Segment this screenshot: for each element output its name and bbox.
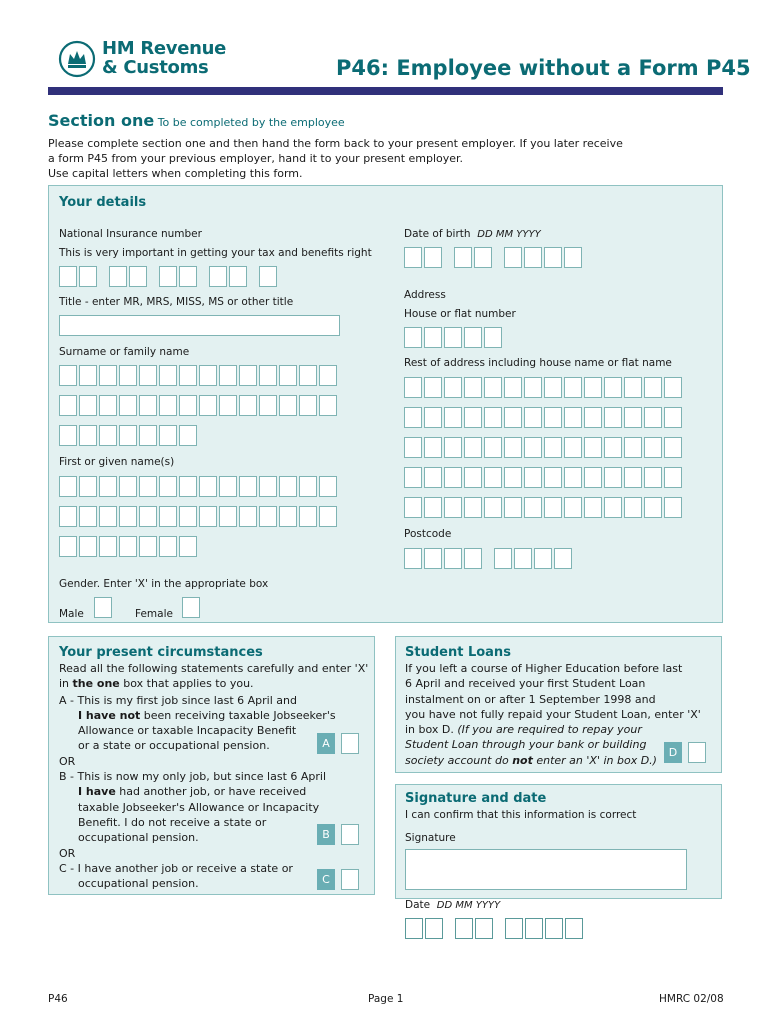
ni-char-box[interactable] [59,266,77,287]
surname-char-box[interactable] [59,365,77,386]
surname-char-box[interactable] [159,365,177,386]
signature-label: Signature [405,832,456,844]
male-label: Male [59,608,84,620]
address-char-box[interactable] [584,467,602,488]
student-loans-line: you have not fully repaid your Student Loan, enter 'X' [405,707,701,721]
address-char-box[interactable] [664,497,682,518]
first-name-char-box[interactable] [299,506,317,527]
address-char-box[interactable] [484,497,502,518]
title-input[interactable] [59,315,340,336]
ni-char-box[interactable] [79,266,97,287]
surname-char-box[interactable] [59,425,77,446]
address-char-box[interactable] [664,467,682,488]
student-loans-line: instalment on or after 1 September 1998 and [405,692,656,706]
address-char-box[interactable] [644,467,662,488]
first-name-char-box[interactable] [139,506,157,527]
first-name-char-box[interactable] [219,476,237,497]
address-char-box[interactable] [484,467,502,488]
first-name-char-box[interactable] [99,476,117,497]
postcode-char-box[interactable] [424,548,442,569]
surname-char-box[interactable] [159,395,177,416]
first-name-char-box[interactable] [99,506,117,527]
house-char-box[interactable] [404,327,422,348]
address-char-box[interactable] [544,467,562,488]
ni-char-box[interactable] [109,266,127,287]
address-char-box[interactable] [544,377,562,398]
your-details-title: Your details [59,195,147,210]
surname-char-box[interactable] [99,425,117,446]
dob-char-box[interactable] [454,247,472,268]
date-char-box[interactable] [425,918,443,939]
female-checkbox[interactable] [182,597,200,618]
dob-label-text: Date of birth [404,228,471,240]
address-char-box[interactable] [644,407,662,428]
signature-title: Signature and date [405,791,547,806]
student-loans-line: society account do not enter an 'X' in box D.) [405,753,657,767]
circumstances-text [59,661,369,891]
date-char-box[interactable] [565,918,583,939]
first-name-char-box[interactable] [119,536,137,557]
ni-char-box[interactable] [179,266,197,287]
option-d-tag: D [664,742,682,763]
ni-char-box[interactable] [209,266,227,287]
postcode-char-box[interactable] [534,548,552,569]
first-name-char-box[interactable] [239,476,257,497]
address-char-box[interactable] [444,377,462,398]
surname-boxes[interactable] [59,365,339,446]
surname-char-box[interactable] [59,395,77,416]
address-char-box[interactable] [664,437,682,458]
surname-char-box[interactable] [299,365,317,386]
first-name-char-box[interactable] [59,506,77,527]
surname-char-box[interactable] [99,365,117,386]
signature-field[interactable] [405,849,687,890]
circumstances-line: I have had another job, or have received [78,785,307,799]
circumstances-line: Allowance or taxable Incapacity Benefit [78,724,297,738]
address-char-box[interactable] [524,497,542,518]
address-char-box[interactable] [624,377,642,398]
date-format: DD MM YYYY [436,900,501,911]
date-label [405,899,500,911]
footer-page-number: Page 1 [368,993,404,1005]
surname-char-box[interactable] [79,365,97,386]
surname-char-box[interactable] [139,425,157,446]
house-char-box[interactable] [464,327,482,348]
surname-char-box[interactable] [79,395,97,416]
house-char-box[interactable] [444,327,462,348]
surname-char-box[interactable] [179,395,197,416]
address-char-box[interactable] [624,437,642,458]
postcode-char-box[interactable] [464,548,482,569]
date-label-text: Date [405,899,431,911]
option-d-checkbox[interactable] [688,742,706,763]
first-name-char-box[interactable] [199,506,217,527]
address-char-box[interactable] [444,497,462,518]
address-char-box[interactable] [424,437,442,458]
first-name-char-box[interactable] [99,536,117,557]
surname-char-box[interactable] [119,425,137,446]
first-name-char-box[interactable] [159,506,177,527]
circumstances-line: C - I have another job or receive a state or [59,861,293,875]
document-title: P46: Employee without a Form P45 [336,56,751,80]
address-char-box[interactable] [404,437,422,458]
address-char-box[interactable] [464,437,482,458]
address-label: Address [404,289,446,301]
circumstances-line: OR [59,754,76,768]
postcode-char-box[interactable] [554,548,572,569]
address-char-box[interactable] [584,437,602,458]
dob-format: DD MM YYYY [477,229,541,240]
circumstances-title: Your present circumstances [59,645,263,660]
surname-char-box[interactable] [179,365,197,386]
surname-char-box[interactable] [99,395,117,416]
address-char-box[interactable] [504,437,522,458]
circumstances-line: Read all the following statements carefully and enter 'X' [59,662,369,675]
surname-char-box[interactable] [119,395,137,416]
address-char-box[interactable] [404,497,422,518]
signature-confirm: I can confirm that this information is correct [405,809,637,821]
address-char-box[interactable] [444,437,462,458]
header-rule [48,87,723,95]
dob-char-box[interactable] [504,247,522,268]
surname-char-box[interactable] [139,365,157,386]
house-number-label: House or flat number [404,308,516,320]
option-b-checkbox[interactable] [341,824,359,845]
student-loans-line: Student Loan through your bank or building [405,738,647,752]
postcode-char-box[interactable] [444,548,462,569]
address-boxes[interactable] [404,377,684,518]
address-char-box[interactable] [544,407,562,428]
date-char-box[interactable] [455,918,473,939]
surname-char-box[interactable] [319,395,337,416]
address-char-box[interactable] [484,407,502,428]
first-name-char-box[interactable] [79,476,97,497]
address-char-box[interactable] [644,497,662,518]
first-name-char-box[interactable] [139,476,157,497]
option-c-checkbox[interactable] [341,869,359,890]
surname-char-box[interactable] [199,395,217,416]
address-char-box[interactable] [664,407,682,428]
option-a-checkbox[interactable] [341,733,359,754]
first-name-char-box[interactable] [79,536,97,557]
dob-char-box[interactable] [424,247,442,268]
first-name-char-box[interactable] [259,476,277,497]
ni-char-box[interactable] [259,266,277,287]
surname-char-box[interactable] [259,365,277,386]
date-char-box[interactable] [545,918,563,939]
first-name-char-box[interactable] [259,506,277,527]
surname-label: Surname or family name [59,346,190,358]
first-name-char-box[interactable] [299,476,317,497]
address-char-box[interactable] [404,377,422,398]
address-char-box[interactable] [584,377,602,398]
ni-char-box[interactable] [159,266,177,287]
address-char-box[interactable] [664,377,682,398]
intro-line: Please complete section one and then hand the form back to your present employer. If you later receive [48,137,623,150]
address-char-box[interactable] [604,467,622,488]
address-char-box[interactable] [524,407,542,428]
surname-char-box[interactable] [179,425,197,446]
address-char-box[interactable] [564,377,582,398]
address-char-box[interactable] [464,377,482,398]
surname-char-box[interactable] [139,395,157,416]
logo-line-1: HM Revenue [102,38,227,59]
circumstances-line: OR [59,846,76,860]
first-name-char-box[interactable] [119,506,137,527]
address-char-box[interactable] [644,437,662,458]
address-char-box[interactable] [544,437,562,458]
address-char-box[interactable] [464,407,482,428]
date-char-box[interactable] [475,918,493,939]
address-char-box[interactable] [504,407,522,428]
surname-char-box[interactable] [199,365,217,386]
first-name-char-box[interactable] [279,506,297,527]
house-char-box[interactable] [424,327,442,348]
address-char-box[interactable] [424,467,442,488]
address-char-box[interactable] [564,407,582,428]
address-char-box[interactable] [584,407,602,428]
surname-char-box[interactable] [219,365,237,386]
first-name-char-box[interactable] [79,506,97,527]
dob-char-box[interactable] [544,247,562,268]
surname-char-box[interactable] [159,425,177,446]
address-char-box[interactable] [444,467,462,488]
surname-char-box[interactable] [319,365,337,386]
ni-char-box[interactable] [229,266,247,287]
postcode-char-box[interactable] [404,548,422,569]
address-char-box[interactable] [484,377,502,398]
intro-line: a form P45 from your previous employer, hand it to your present employer. [48,152,464,165]
dob-char-box[interactable] [404,247,422,268]
address-char-box[interactable] [444,407,462,428]
date-char-box[interactable] [525,918,543,939]
option-a-tag: A [317,733,335,754]
postcode-label: Postcode [404,528,452,540]
first-name-char-box[interactable] [119,476,137,497]
address-char-box[interactable] [404,407,422,428]
title-label: Title - enter MR, MRS, MISS, MS or other title [59,296,294,308]
postcode-boxes[interactable] [404,548,574,569]
section-subtitle: To be completed by the employee [157,116,345,129]
surname-char-box[interactable] [279,395,297,416]
postcode-char-box[interactable] [514,548,532,569]
address-char-box[interactable] [604,377,622,398]
date-char-box[interactable] [405,918,423,939]
option-c-tag: C [317,869,335,890]
surname-char-box[interactable] [119,365,137,386]
first-name-char-box[interactable] [179,476,197,497]
date-char-box[interactable] [505,918,523,939]
student-loans-line: If you left a course of Higher Education before last [405,662,683,675]
dob-label [404,228,541,240]
address-char-box[interactable] [604,407,622,428]
circumstances-line: I have not been receiving taxable Jobseeker's [78,708,336,722]
first-name-label: First or given name(s) [59,456,175,468]
section-title: Section one [48,111,155,130]
circumstances-line: or a state or occupational pension. [78,739,270,753]
ni-char-box[interactable] [129,266,147,287]
surname-char-box[interactable] [259,395,277,416]
ni-number-boxes[interactable] [59,266,279,287]
dob-char-box[interactable] [524,247,542,268]
circumstances-line: in the one box that applies to you. [59,677,254,691]
gender-label: Gender. Enter 'X' in the appropriate box [59,578,269,590]
first-name-char-box[interactable] [139,536,157,557]
circumstances-line: taxable Jobseeker's Allowance or Incapacity [78,800,320,814]
address-char-box[interactable] [424,497,442,518]
first-name-char-box[interactable] [319,506,337,527]
address-char-box[interactable] [604,437,622,458]
ni-label: National Insurance number [59,228,202,240]
crown-crest-icon [58,40,96,78]
first-name-char-box[interactable] [179,536,197,557]
dob-boxes[interactable] [404,247,584,268]
circumstances-line: A - This is my first job since last 6 April and [59,693,297,707]
address-char-box[interactable] [504,377,522,398]
address-char-box[interactable] [524,377,542,398]
first-name-boxes[interactable] [59,476,339,557]
address-char-box[interactable] [624,407,642,428]
address-char-box[interactable] [464,497,482,518]
address-char-box[interactable] [584,497,602,518]
surname-char-box[interactable] [239,395,257,416]
dob-char-box[interactable] [474,247,492,268]
circumstances-line: B - This is now my only job, but since last 6 April [59,770,327,784]
first-name-char-box[interactable] [199,476,217,497]
address-char-box[interactable] [604,497,622,518]
address-char-box[interactable] [524,437,542,458]
address-char-box[interactable] [564,497,582,518]
surname-char-box[interactable] [299,395,317,416]
surname-char-box[interactable] [219,395,237,416]
first-name-char-box[interactable] [59,476,77,497]
student-loans-title: Student Loans [405,645,511,660]
logo-line-2: & Customs [102,57,209,78]
section-heading [48,111,345,130]
section-intro [48,136,623,181]
address-char-box[interactable] [464,467,482,488]
circumstances-line: occupational pension. [78,831,199,845]
address-char-box[interactable] [504,497,522,518]
first-name-char-box[interactable] [319,476,337,497]
circumstances-line: occupational pension. [78,877,199,891]
house-char-box[interactable] [484,327,502,348]
hmrc-logo [58,38,233,82]
first-name-char-box[interactable] [239,506,257,527]
address-char-box[interactable] [484,437,502,458]
surname-char-box[interactable] [279,365,297,386]
first-name-char-box[interactable] [219,506,237,527]
footer-form-code: P46 [48,993,68,1005]
rest-address-label: Rest of address including house name or flat name [404,357,672,369]
first-name-char-box[interactable] [59,536,77,557]
address-char-box[interactable] [624,467,642,488]
dob-char-box[interactable] [564,247,582,268]
first-name-char-box[interactable] [159,536,177,557]
address-char-box[interactable] [424,407,442,428]
option-b-tag: B [317,824,335,845]
date-boxes[interactable] [405,918,585,939]
first-name-char-box[interactable] [159,476,177,497]
male-checkbox[interactable] [94,597,112,618]
ni-note: This is very important in getting your tax and benefits right [59,247,372,259]
address-char-box[interactable] [564,467,582,488]
surname-char-box[interactable] [79,425,97,446]
first-name-char-box[interactable] [279,476,297,497]
address-char-box[interactable] [424,377,442,398]
address-char-box[interactable] [564,437,582,458]
address-char-box[interactable] [624,497,642,518]
first-name-char-box[interactable] [179,506,197,527]
house-number-boxes[interactable] [404,327,504,348]
intro-line: Use capital letters when completing this form. [48,167,303,180]
footer-version: HMRC 02/08 [659,993,724,1005]
address-char-box[interactable] [404,467,422,488]
address-char-box[interactable] [524,467,542,488]
address-char-box[interactable] [644,377,662,398]
postcode-char-box[interactable] [494,548,512,569]
student-loans-line: 6 April and received your first Student Loan [405,677,646,691]
address-char-box[interactable] [544,497,562,518]
circumstances-line: Benefit. I do not receive a state or [78,815,267,829]
student-loans-line: in box D. (If you are required to repay your [405,723,642,737]
surname-char-box[interactable] [239,365,257,386]
female-label: Female [135,608,173,620]
address-char-box[interactable] [504,467,522,488]
